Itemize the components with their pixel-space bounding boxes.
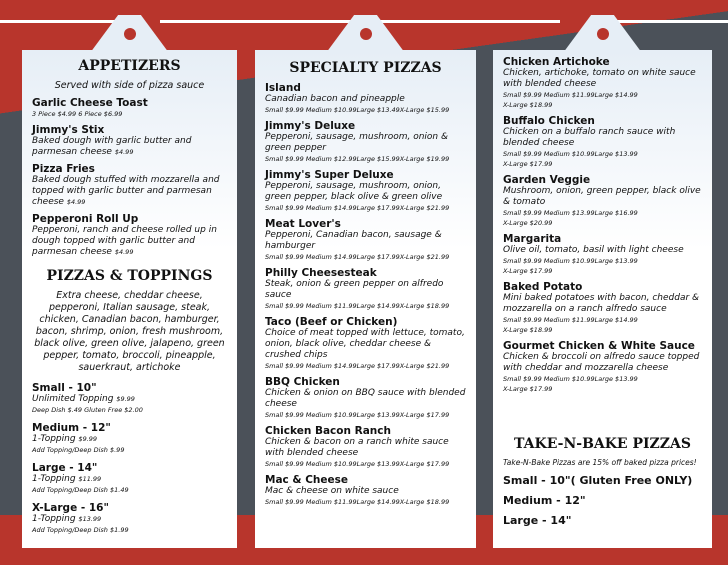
- menu-item: [265, 120, 466, 164]
- item-name: Taco (Beef or Chicken): [265, 316, 398, 328]
- menu-item: [265, 218, 466, 262]
- item-price-xl: X-Large $18.99: [503, 326, 553, 334]
- item-name: Pepperoni Roll Up: [32, 213, 139, 225]
- stripe: [610, 20, 728, 23]
- item-description: Chicken & broccoli on alfredo sauce topped with cheddar and mozzarella cheese: [503, 352, 700, 373]
- item-price: Small $9.99 Medium $12.99Large $15.99X-Large $19.99: [265, 155, 450, 163]
- item-price: Small $9.99 Medium $11.99Large $14.99: [503, 316, 638, 324]
- item-name: Chicken Artichoke: [503, 56, 610, 68]
- item-price: Small $9.99 Medium $10.99Large $13.99: [503, 150, 638, 158]
- section-subtitle: Served with side of pizza sauce: [54, 80, 205, 91]
- menu-item: [503, 340, 702, 394]
- item-description: [32, 175, 227, 208]
- size-topping-label: 1-Topping: [32, 474, 76, 484]
- size-name: Large - 14": [32, 462, 98, 474]
- item-name: Buffalo Chicken: [503, 115, 595, 127]
- section-title: APPETIZERS: [78, 58, 181, 74]
- size-extras: Add Topping/Deep Dish $1.49: [32, 486, 129, 494]
- item-name: Garden Veggie: [503, 174, 591, 186]
- item-description: Pepperoni, Canadian bacon, sausage & hamburger: [265, 230, 442, 251]
- size-price: $11.99: [78, 475, 102, 483]
- item-name: Garlic Cheese Toast: [32, 97, 148, 109]
- item-price-xl: X-Large $17.99: [503, 385, 553, 393]
- size-topping-label: 1-Topping: [32, 514, 76, 524]
- item-description: Choice of meat topped with lettuce, tomato, onion, black olive, cheddar cheese & crushed chips: [265, 328, 465, 360]
- item-name: Philly Cheesesteak: [265, 267, 377, 279]
- panel-appetizers-pizzas: [22, 50, 237, 548]
- menu-item: [265, 169, 466, 213]
- item-price: Small $9.99 Medium $13.99Large $16.99: [503, 209, 638, 217]
- item-name: Jimmy's Deluxe: [265, 120, 356, 132]
- menu-item: [503, 233, 702, 276]
- section-title: TAKE-N-BAKE PIZZAS: [514, 436, 691, 452]
- item-description: Chicken & onion on BBQ sauce with blended cheese: [265, 388, 466, 409]
- size-extras: Add Topping/Deep Dish $.99: [32, 446, 125, 454]
- item-description: Olive oil, tomato, basil with light cheese: [503, 245, 684, 255]
- item-description: Pepperoni, sausage, mushroom, onion & green pepper: [265, 132, 449, 153]
- take-n-bake-size: Medium - 12": [503, 494, 586, 507]
- item-description: Steak, onion & green pepper on alfredo sauce: [265, 279, 444, 300]
- pizza-size: [32, 382, 227, 415]
- item-name: Pizza Fries: [32, 163, 95, 175]
- item-price: 3 Piece $4.99 6 Piece $6.99: [32, 110, 123, 118]
- item-description: Mini baked potatoes with bacon, cheddar & mozzarella on a ranch alfredo sauce: [503, 293, 700, 314]
- stripe: [0, 20, 115, 23]
- section-subtitle: Take-N-Bake Pizzas are 15% off baked pizza prices!: [503, 458, 697, 467]
- item-description-text: Pepperoni, ranch and cheese rolled up in dough topped with garlic butter and parmesan cheese: [32, 225, 217, 257]
- size-topping-label: Unlimited Topping: [32, 394, 114, 404]
- size-extras: Add Topping/Deep Dish $1.99: [32, 526, 129, 534]
- menu-item: [503, 281, 702, 335]
- menu-item: [503, 115, 702, 169]
- menu-item: [265, 474, 466, 507]
- item-description: Mushroom, onion, green pepper, black olive & tomato: [503, 186, 701, 207]
- size-price: $13.99: [78, 515, 102, 523]
- menu-item: [32, 97, 227, 119]
- menu-item: [32, 213, 227, 258]
- menu-item: [265, 267, 466, 311]
- size-topping: [32, 434, 227, 445]
- item-price: Small $9.99 Medium $11.99Large $14.99X-Large $18.99: [265, 302, 450, 310]
- item-name: Island: [265, 82, 301, 94]
- item-price: $4.99: [114, 248, 134, 256]
- item-price-xl: X-Large $17.99: [503, 267, 553, 275]
- item-price: Small $9.99 Medium $14.99Large $17.99X-Large $21.99: [265, 204, 450, 212]
- size-topping: [32, 394, 227, 405]
- section-title: PIZZAS & TOPPINGS: [46, 268, 213, 284]
- item-description: [32, 136, 227, 158]
- item-price: Small $9.99 Medium $10.99Large $13.99X-Large $17.99: [265, 460, 450, 468]
- item-description: Pepperoni, sausage, mushroom, onion, green pepper, black olive & green olive: [265, 181, 443, 202]
- item-description: Chicken on a buffalo ranch sauce with blended cheese: [503, 127, 676, 148]
- menu-item: [265, 376, 466, 420]
- item-price: Small $9.99 Medium $14.99Large $17.99X-Large $21.99: [265, 362, 450, 370]
- menu-item: [503, 174, 702, 228]
- item-name: Jimmy's Super Deluxe: [265, 169, 394, 181]
- size-name: Small - 10": [32, 382, 97, 394]
- item-price: Small $9.99 Medium $10.99Large $13.49X-Large $15.99: [265, 106, 450, 114]
- item-price: Small $9.99 Medium $11.99Large $14.99X-Large $18.99: [265, 498, 450, 506]
- item-description-text: Baked dough stuffed with mozzarella and topped with garlic butter and parmesan cheese: [32, 175, 220, 207]
- menu-item: [32, 163, 227, 208]
- hanger-hole: [597, 28, 609, 40]
- item-price: Small $9.99 Medium $11.99Large $14.99: [503, 91, 638, 99]
- menu-item: [265, 316, 466, 371]
- section-title: SPECIALTY PIZZAS: [289, 60, 442, 76]
- toppings-list: Extra cheese, cheddar cheese, pepperoni, Italian sausage, steak, chicken, Canadian bacon, hamburger, bacon, shrimp, onion, fresh mushroom, black olive, green olive, jalapeno, green pepper, tomato, broccoli, pineapple, sauerkraut, artichoke: [34, 290, 225, 373]
- size-topping: [32, 474, 227, 485]
- item-price-xl: X-Large $17.99: [503, 160, 553, 168]
- size-price: $9.99: [78, 435, 98, 443]
- pizza-size: [32, 502, 227, 535]
- size-name: Medium - 12": [32, 422, 111, 434]
- take-n-bake-size: Large - 14": [503, 514, 572, 527]
- pizza-size: [32, 422, 227, 455]
- menu-item: [265, 425, 466, 469]
- item-name: Meat Lover's: [265, 218, 341, 230]
- hanger-hole: [124, 28, 136, 40]
- item-name: BBQ Chicken: [265, 376, 340, 388]
- item-name: Jimmy's Stix: [32, 124, 105, 136]
- item-price: Small $9.99 Medium $10.99Large $13.99: [503, 375, 638, 383]
- item-price: Small $9.99 Medium $10.99Large $13.99: [503, 257, 638, 265]
- item-name: Margarita: [503, 233, 562, 245]
- item-description: Chicken & bacon on a ranch white sauce with blended cheese: [265, 437, 449, 458]
- item-description: Canadian bacon and pineapple: [265, 94, 405, 104]
- size-topping: [32, 514, 227, 525]
- size-name: X-Large - 16": [32, 502, 109, 514]
- item-price: $4.99: [66, 198, 86, 206]
- item-name: Gourmet Chicken & White Sauce: [503, 340, 695, 352]
- item-name: Chicken Bacon Ranch: [265, 425, 391, 437]
- item-description: Mac & cheese on white sauce: [265, 486, 399, 496]
- menu-item: [503, 56, 702, 110]
- menu-item: [32, 124, 227, 158]
- item-description: [32, 225, 227, 258]
- size-topping-label: 1-Topping: [32, 434, 76, 444]
- item-price: Small $9.99 Medium $10.99Large $13.99X-Large $17.99: [265, 411, 450, 419]
- item-price: Small $9.99 Medium $14.99Large $17.99X-Large $21.99: [265, 253, 450, 261]
- hanger-hole: [360, 28, 372, 40]
- item-name: Mac & Cheese: [265, 474, 349, 486]
- panel-specialty-continued: [493, 50, 712, 548]
- menu-item: [265, 82, 466, 115]
- item-description-text: Baked dough with garlic butter and parmesan cheese: [32, 136, 192, 157]
- item-name: Baked Potato: [503, 281, 583, 293]
- size-extras: Deep Dish $.49 Gluten Free $2.00: [32, 406, 143, 414]
- panel-specialty: [255, 50, 476, 548]
- item-price-xl: X-Large $18.99: [503, 101, 553, 109]
- size-price: $9.99: [116, 395, 135, 403]
- pizza-size: [32, 462, 227, 495]
- take-n-bake-size: Small - 10"( Gluten Free ONLY): [503, 474, 693, 487]
- item-price: $4.99: [114, 148, 134, 156]
- item-description: Chicken, artichoke, tomato on white sauce with blended cheese: [503, 68, 696, 89]
- item-price-xl: X-Large $20.99: [503, 219, 553, 227]
